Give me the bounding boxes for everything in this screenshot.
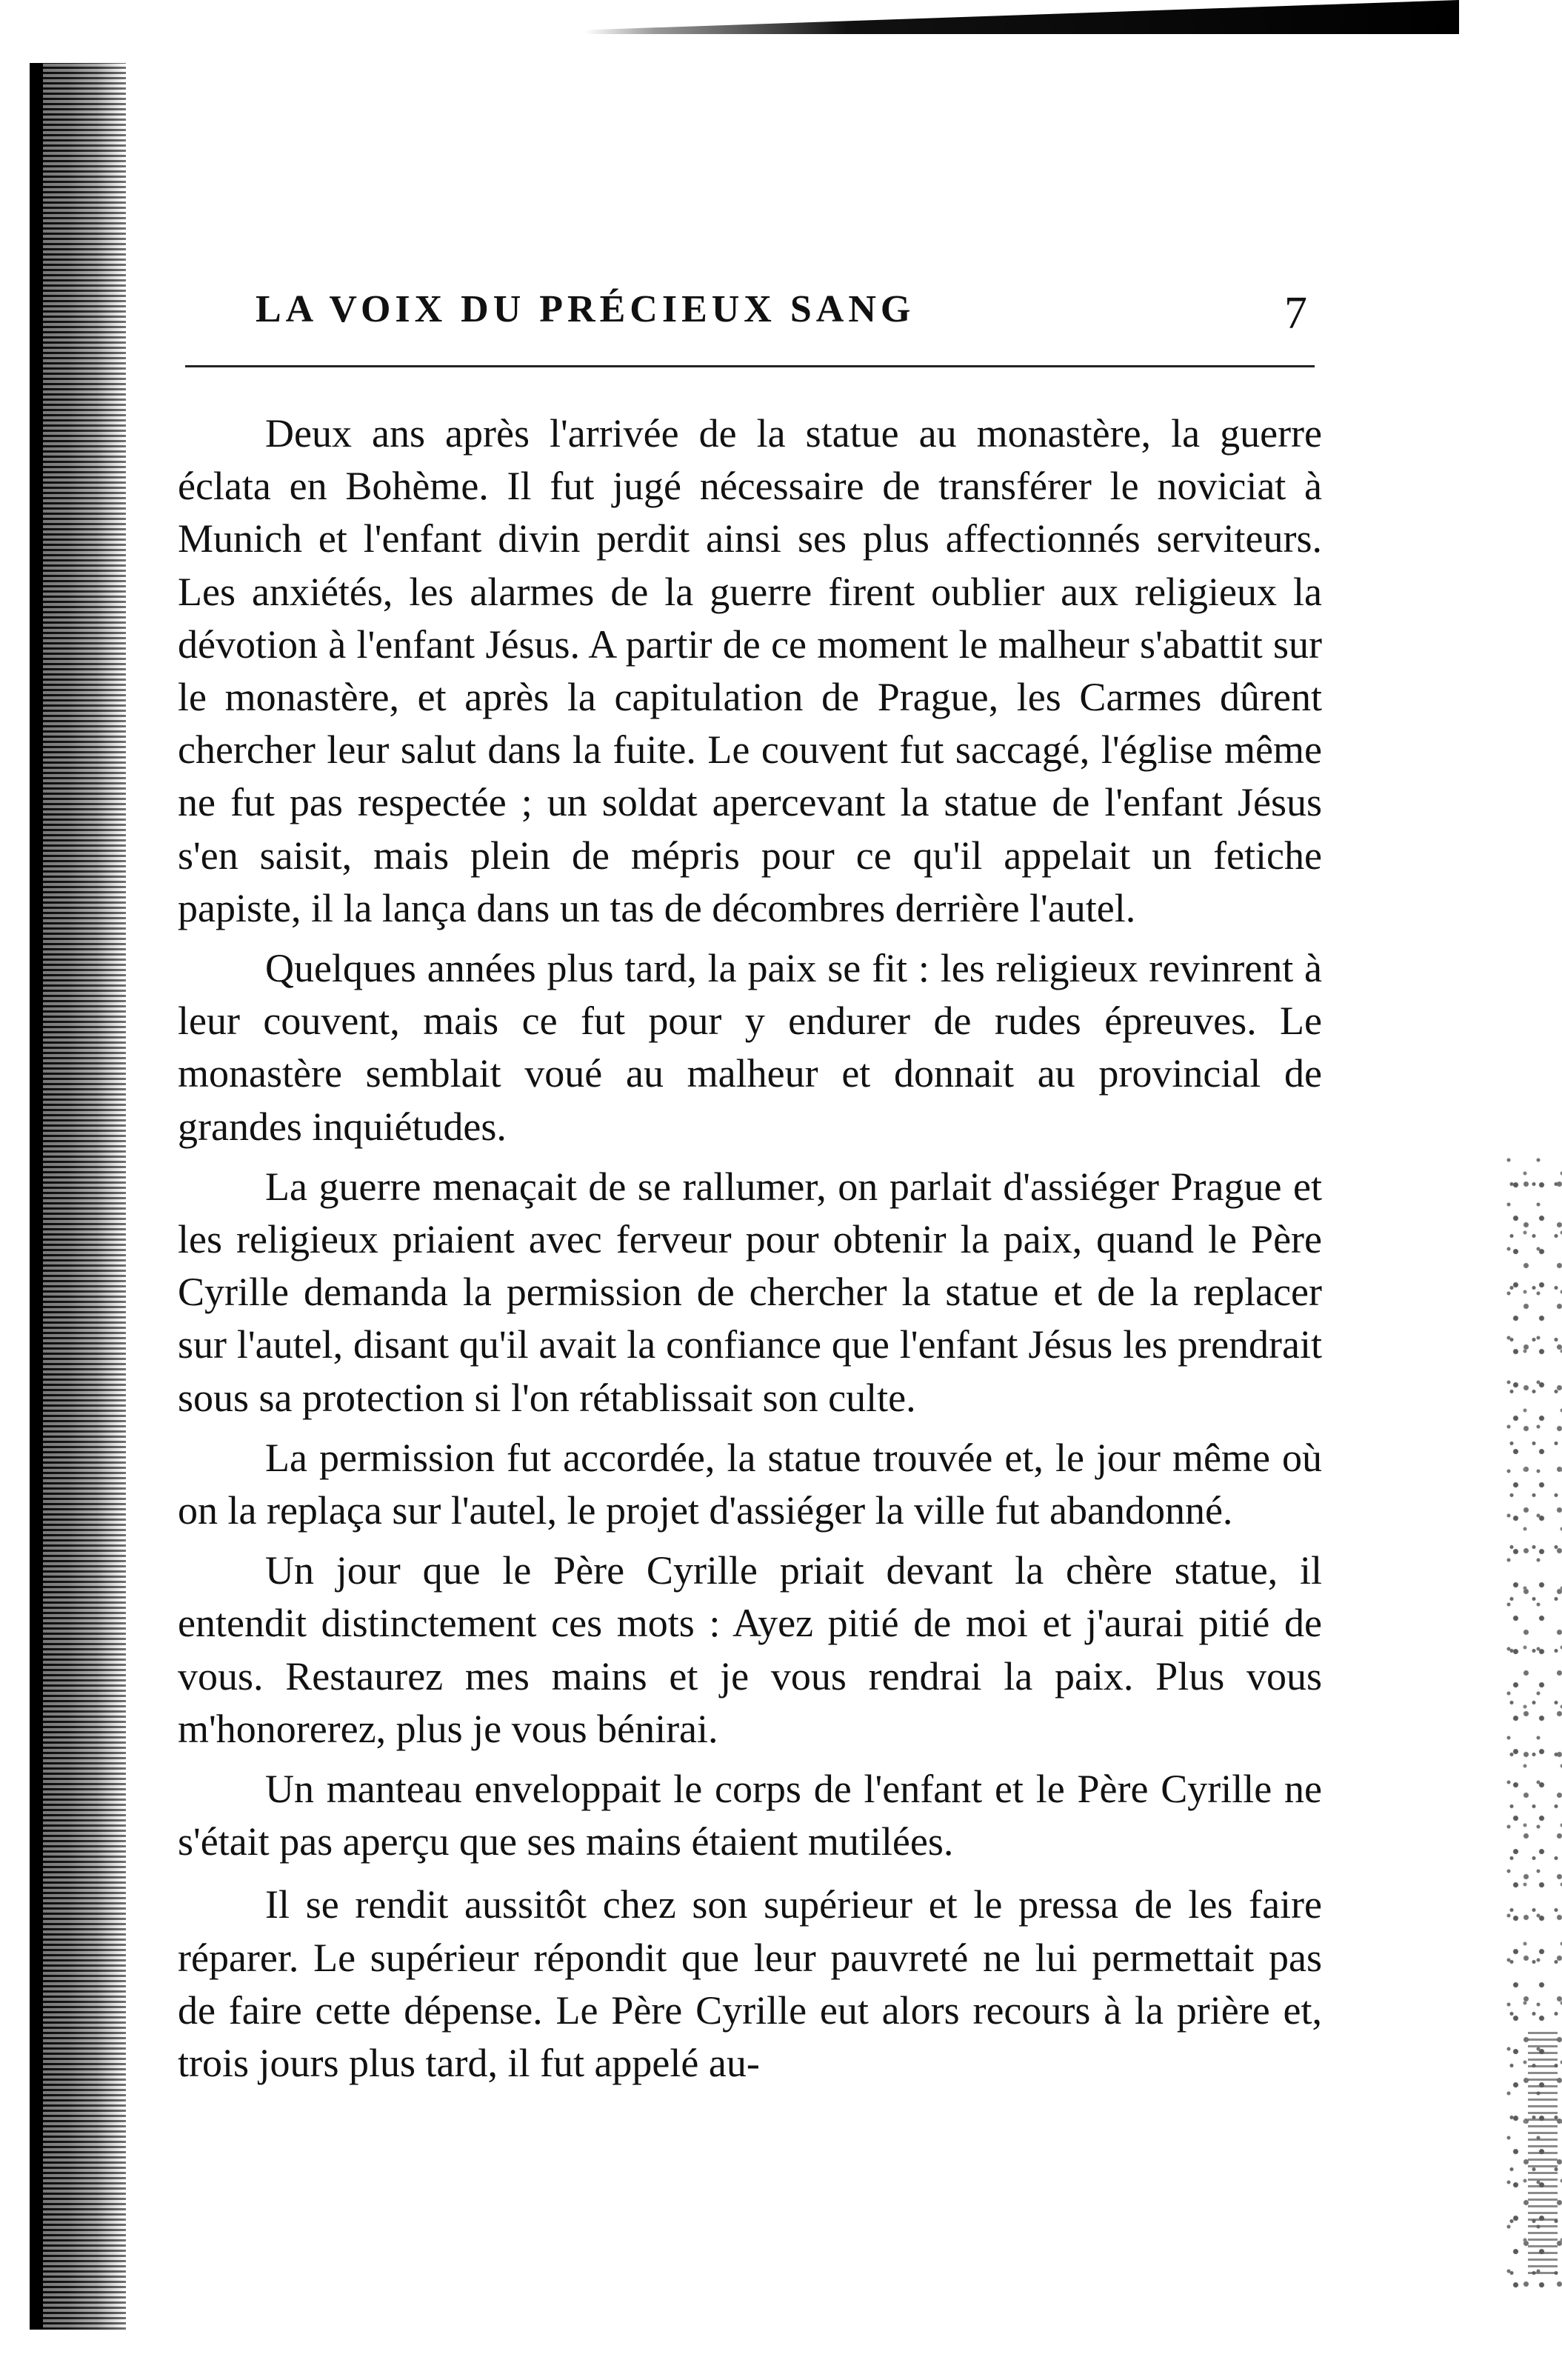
running-title: LA VOIX DU PRÉCIEUX SANG [256, 288, 915, 330]
paragraph: Un manteau enveloppait le corps de l'enfant et le Père Cyrille ne s'était pas aperçu que ses mains étaient mutilées. [178, 1767, 1322, 1864]
paragraph: Quelques années plus tard, la paix se fit : les religieux revinrent à leur couvent, mais ce fut pour y endurer de rudes épreuves. Le monastère semblait voué au malheur et donnait au provincial de grandes inquiétudes. [178, 946, 1322, 1149]
scan-binding-edge [30, 63, 126, 2330]
page-header [256, 287, 1307, 347]
paragraph: Deux ans après l'arrivée de la statue au monastère, la guerre éclata en Bohème. Il fut jugé nécessaire de transférer le noviciat à Munich et l'enfant divin perdit ainsi ses plus affectionnés serviteurs. Les anxiétés, les alarmes de la guerre firent oublier aux religieux la dévotion à l'enfant Jésus. A partir de ce moment le malheur s'abattit sur le monastère, et après la capitulation de Prague, les Carmes dûrent chercher leur salut dans la fuite. Le couvent fut saccagé, l'église même ne fut pas respectée ; un soldat apercevant la statue de l'enfant Jésus s'en saisit, mais plein de mépris pour ce qu'il appelait un fetiche papiste, il la lança dans un tas de décombres derrière l'autel. [178, 411, 1322, 930]
paragraph: Un jour que le Père Cyrille priait devant la chère statue, il entendit distinctement ces mots : Ayez pitié de moi et j'aurai pitié de vous. Restaurez mes mains et je vous rendrai la paix. Plus vous m'honorerez, plus je vous bénirai. [178, 1548, 1322, 1751]
page-number: 7 [1284, 288, 1307, 339]
scan-right-noise [1503, 1156, 1562, 2289]
paragraph: Il se rendit aussitôt chez son supérieur et le pressa de les faire réparer. Le supérieur répondit que leur pauvreté ne lui permettait pas de faire cette dépense. Le Père Cyrille eut alors recours à la prière et, trois jours plus tard, il fut appelé au- [178, 1882, 1322, 2086]
paragraph: La permission fut accordée, la statue trouvée et, le jour même où on la replaça sur l'autel, le projet d'assiéger la ville fut abandonné. [178, 1435, 1322, 1533]
scan-top-bar [585, 0, 1459, 34]
paragraph: La guerre menaçait de se rallumer, on parlait d'assiéger Prague et les religieux priaient avec ferveur pour obtenir la paix, quand le Père Cyrille demanda la permission de chercher la statue et de la replacer sur l'autel, disant qu'il avait la confiance que l'enfant Jésus les prendrait sous sa protection si l'on rétablissait son culte. [178, 1164, 1322, 1420]
page-body [178, 407, 1322, 2097]
header-divider [185, 365, 1315, 367]
